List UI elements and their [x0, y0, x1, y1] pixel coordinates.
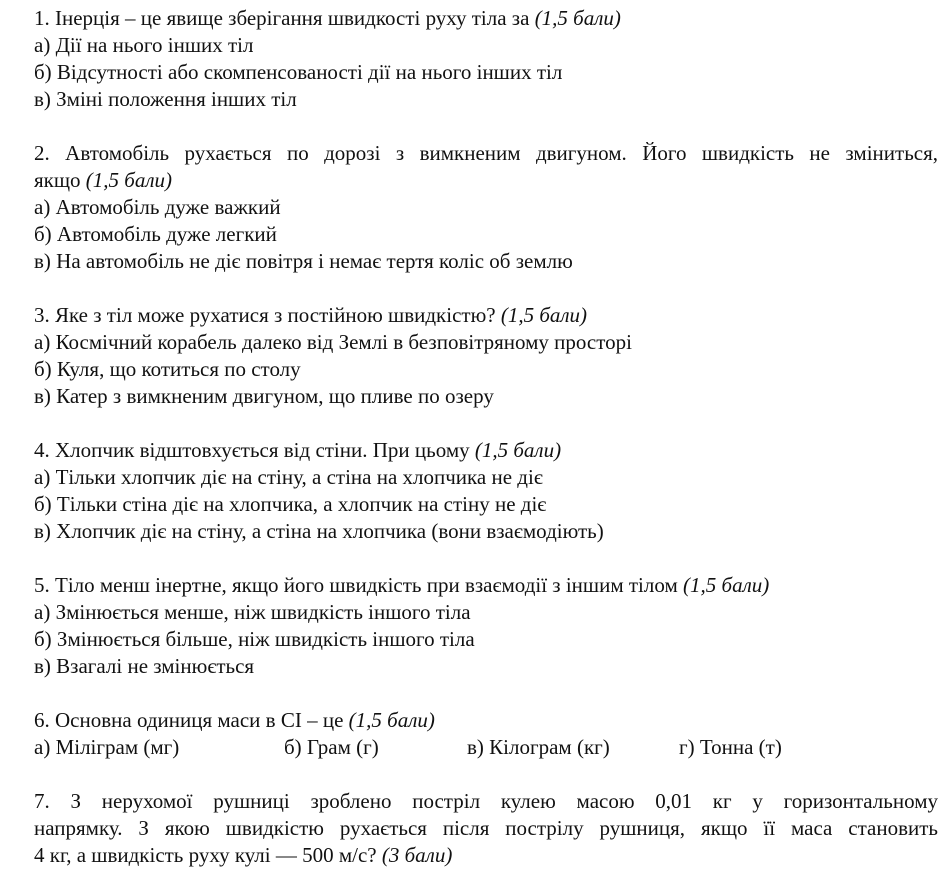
spacer: [34, 761, 938, 788]
question-2-option-c: в) На автомобіль не діє повітря і немає тертя коліс об землю: [34, 249, 573, 273]
question-3-score: (1,5 бали): [500, 303, 588, 327]
question-7-line-2: напрямку. З якою швидкістю рухається після пострілу рушниця, якщо її маса становить: [34, 816, 938, 840]
question-5-option-c: в) Взагалі не змінюється: [34, 654, 255, 678]
question-7-line-1: 7. З нерухомої рушниці зроблено постріл кулею масою 0,01 кг у горизонтальному: [34, 789, 938, 813]
spacer: [34, 680, 938, 707]
question-3-option-c: в) Катер з вимкненим двигуном, що пливе по озеру: [34, 384, 494, 408]
question-4-score: (1,5 бали): [474, 438, 562, 462]
question-6: [34, 707, 938, 734]
question-6-option-c: в) Кілограм (кг): [467, 735, 610, 759]
question-1-option-b: б) Відсутності або скомпенсованості дії на нього інших тіл: [34, 60, 563, 84]
question-4-option-b: б) Тільки стіна діє на хлопчика, а хлопчик на стіну не діє: [34, 492, 547, 516]
question-6-option-d: г) Тонна (т): [679, 735, 782, 759]
question-6-option-a: а) Міліграм (мг): [34, 735, 180, 759]
question-2-line-2: [34, 167, 938, 194]
question-7-score: (3 бали): [381, 843, 453, 867]
question-6-score: (1,5 бали): [348, 708, 435, 732]
question-2-option-b: б) Автомобіль дуже легкий: [34, 222, 277, 246]
question-3-option-a: а) Космічний корабель далеко від Землі в безповітряному просторі: [34, 330, 632, 354]
question-4-option-c: в) Хлопчик діє на стіну, а стіна на хлопчика (вони взаємодіють): [34, 519, 604, 543]
question-7-line-3: [34, 842, 938, 869]
spacer: [34, 545, 938, 572]
question-3-option-b: б) Куля, що котиться по столу: [34, 357, 301, 381]
spacer: [34, 275, 938, 302]
question-2-line-1: 2. Автомобіль рухається по дорозі з вимкненим двигуном. Його швидкість не зміниться,: [34, 141, 938, 165]
question-1-option-c: в) Зміні положення інших тіл: [34, 87, 297, 111]
question-4: [34, 437, 938, 464]
question-2-text-end: якщо: [34, 168, 81, 192]
question-1-text: 1. Інерція – це явище зберігання швидкості руху тіла за: [34, 6, 530, 30]
question-3-text: 3. Яке з тіл може рухатися з постійною швидкістю?: [34, 303, 496, 327]
question-3: [34, 302, 938, 329]
question-5-option-a: а) Змінюється менше, ніж швидкість іншого тіла: [34, 600, 471, 624]
question-6-text: 6. Основна одиниця маси в СІ – це: [34, 708, 344, 732]
question-6-option-b: б) Грам (г): [284, 735, 379, 759]
test-sheet: [34, 5, 938, 869]
question-1-score: (1,5 бали): [534, 6, 621, 30]
question-1-option-a: а) Дії на нього інших тіл: [34, 33, 254, 57]
question-1: [34, 5, 938, 32]
question-5-option-b: б) Змінюється більше, ніж швидкість іншого тіла: [34, 627, 475, 651]
spacer: [34, 113, 938, 140]
question-5-score: (1,5 бали): [683, 573, 770, 597]
question-7-text-end: 4 кг, а швидкість руху кулі — 500 м/с?: [34, 843, 377, 867]
spacer: [34, 410, 938, 437]
question-2-option-a: а) Автомобіль дуже важкий: [34, 195, 281, 219]
question-6-options: [34, 734, 938, 761]
question-5: [34, 572, 938, 599]
question-2-score: (1,5 бали): [85, 168, 173, 192]
question-5-text: 5. Тіло менш інертне, якщо його швидкість при взаємодії з іншим тілом: [34, 573, 678, 597]
question-4-option-a: а) Тільки хлопчик діє на стіну, а стіна на хлопчика не діє: [34, 465, 543, 489]
question-4-text: 4. Хлопчик відштовхується від стіни. При цьому: [34, 438, 470, 462]
